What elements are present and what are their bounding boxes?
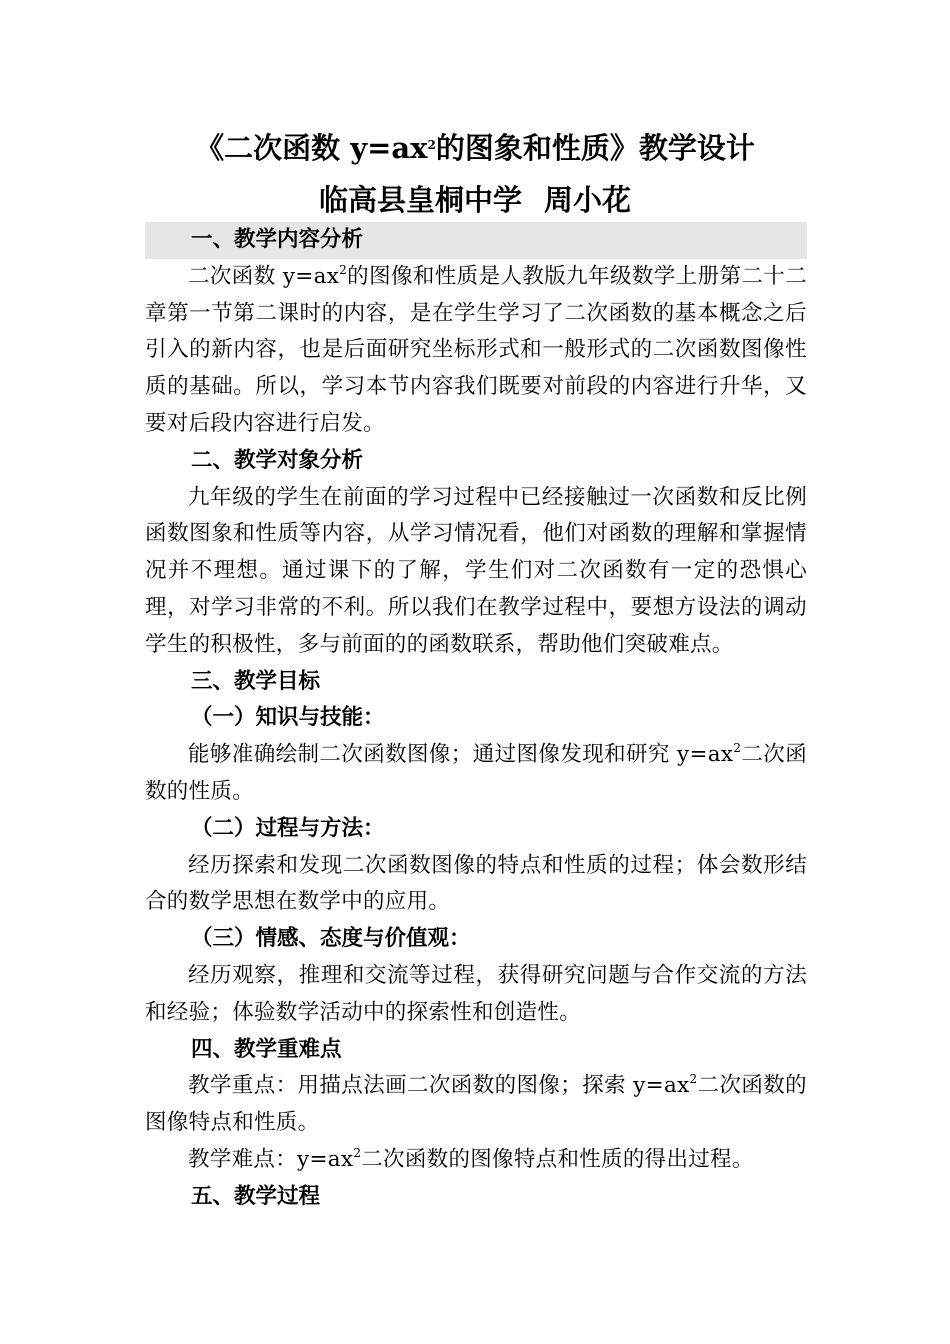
paragraph-content-analysis: 二次函数 $y=ax^2$的图像和性质是人教版九年级数学上册第二十二章第一节第二课时的内容，是在学生学习了二次函数的基本概念之后引入的新内容，也是后面研究坐标形式和一般形式的二次函数图像性质的基础。所以，学习本节内容我们既要对前段的内容进行升华，又要对后段内容进行启发。 — [145, 262, 807, 436]
author-line — [0, 182, 950, 218]
document-body — [145, 222, 807, 1216]
subheading-process-methods: （二）过程与方法： — [191, 815, 385, 841]
subheading-knowledge-skills: （一）知识与技能： — [191, 705, 385, 731]
document-title: 《二次函数 $y=ax^2$的图象和性质》教学设计 — [195, 131, 755, 165]
section-heading-content-analysis: 一、教学内容分析 — [145, 222, 807, 259]
section-heading-key-difficult-points: 四、教学重难点 — [191, 1036, 342, 1062]
author-school: 临高县皇桐中学 — [318, 183, 522, 217]
section-heading-student-analysis: 二、教学对象分析 — [191, 447, 364, 473]
paragraph-difficult-point: 教学难点：$y=ax^2$二次函数的图像特点和性质的得出过程。 — [188, 1145, 754, 1172]
paragraph-student-analysis: 九年级的学生在前面的学习过程中已经接触过一次函数和反比例函数图象和性质等内容，从学习情况看，他们对函数的理解和掌握情况并不理想。通过课下的了解，学生们对二次函数有一定的恐惧心理，对学习非常的不利。所以我们在教学过程中，要想方设法的调动学生的积极性，多与前面的的函数联系，帮助他们突破难点。 — [145, 484, 807, 657]
section-heading-objectives: 三、教学目标 — [191, 668, 321, 694]
section-heading-teaching-process: 五、教学过程 — [191, 1183, 321, 1209]
paragraph-process-methods: 经历探索和发现二次函数图像的特点和性质的过程；体会数形结合的数学思想在数学中的应用。 — [145, 852, 807, 915]
author-name: 周小花 — [544, 183, 632, 217]
subheading-attitudes-values: （三）情感、态度与价值观： — [191, 926, 471, 952]
paragraph-key-point: 教学重点：用描点法画二次函数的图像；探索 $y=ax^2$二次函数的图像特点和性质。 — [145, 1072, 807, 1136]
paragraph-knowledge-skills: 能够准确绘制二次函数图像；通过图像发现和研究 $y=ax^2$二次函数的性质。 — [145, 741, 807, 804]
paragraph-attitudes-values: 经历观察，推理和交流等过程，获得研究问题与合作交流的方法和经验；体验数学活动中的探索性和创造性。 — [145, 962, 807, 1025]
